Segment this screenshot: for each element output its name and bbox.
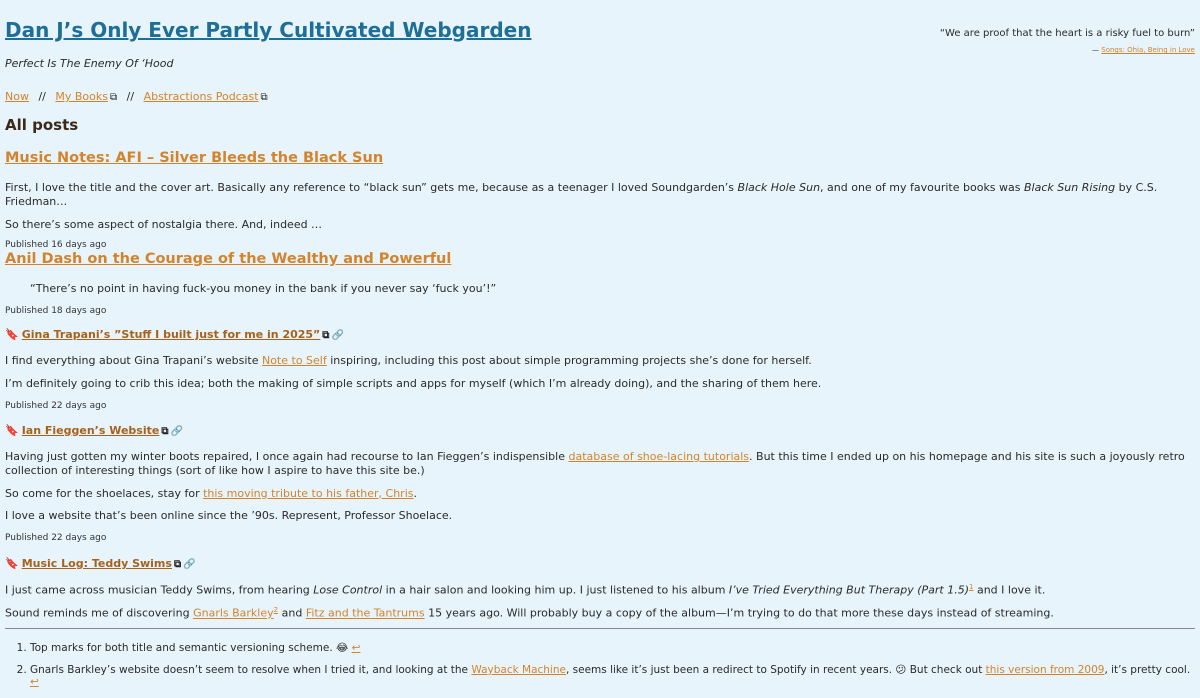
site-title-link[interactable]: Dan J’s Only Ever Partly Cultivated Webgarden bbox=[5, 18, 532, 42]
nav-now[interactable]: Now bbox=[5, 90, 29, 103]
post-paragraph bbox=[5, 487, 1195, 501]
shoe-lacing-link[interactable]: database of shoe-lacing tutorials bbox=[568, 450, 750, 463]
post-text: . bbox=[413, 486, 417, 500]
site-title bbox=[5, 18, 531, 42]
fitz-tantrums-link[interactable]: Fitz and the Tantrums bbox=[305, 607, 425, 621]
note-to-self-link[interactable]: Note to Self bbox=[261, 354, 327, 367]
post-published-date: Published 22 days ago bbox=[5, 533, 107, 543]
post-published-date: Published 18 days ago bbox=[5, 305, 107, 316]
post bbox=[5, 328, 1195, 411]
link-icon[interactable]: 🔗 bbox=[183, 559, 196, 570]
post-title bbox=[5, 150, 1195, 166]
post-paragraph bbox=[5, 181, 1195, 209]
post-paragraph bbox=[5, 354, 1195, 368]
quote-text: “We are proof that the heart is a risky fuel to burn” bbox=[939, 28, 1195, 39]
gnarls-barkley-link[interactable]: Gnarls Barkley bbox=[193, 607, 274, 621]
note-title bbox=[5, 424, 1195, 437]
post-paragraph: So there’s some aspect of nostalgia there. And, indeed … bbox=[5, 217, 323, 231]
external-link-icon: ⧉ bbox=[110, 92, 118, 103]
post-text: by C.S. Friedman… bbox=[5, 181, 1158, 208]
post bbox=[5, 424, 1195, 543]
version-2009-link[interactable]: this version from 2009 bbox=[985, 664, 1105, 676]
nav-my-books[interactable]: My Books bbox=[55, 90, 108, 103]
post-text: inspiring, including this post about simple programming projects she’s done for herself. bbox=[326, 354, 812, 367]
post-text: First, I love the title and the cover art. Basically any reference to “black sun” gets me, because as a teenager I loved Soundgarden’s bbox=[5, 181, 738, 194]
footnote-item bbox=[30, 664, 1195, 688]
post bbox=[5, 557, 1195, 621]
nav-separator: // bbox=[126, 90, 135, 103]
footnote-text: , seems like it’s just been a redirect to Spotify in recent years. 😕 But check out bbox=[565, 664, 986, 676]
quote-cite-prefix: — bbox=[1092, 46, 1102, 54]
bookmark-pin-icon: 🔖 bbox=[5, 328, 19, 341]
post-title bbox=[5, 251, 1195, 267]
external-link-icon: ⧉ bbox=[260, 92, 268, 103]
post-paragraph bbox=[5, 606, 1195, 620]
post bbox=[5, 251, 1195, 316]
tribute-link[interactable]: this moving tribute to his father, Chris bbox=[203, 486, 414, 500]
post-text: , and one of my favourite books was bbox=[820, 181, 1025, 194]
note-title bbox=[5, 328, 1195, 341]
post-text: 15 years ago. Will probably buy a copy of the album—I’m trying to do that more these days instead of streaming. bbox=[424, 607, 1054, 621]
post-paragraph bbox=[5, 583, 1195, 597]
footnote-item bbox=[30, 642, 1195, 654]
post-blockquote: “There’s no point in having fuck-you money in the bank if you never say ‘fuck you’!” bbox=[30, 282, 497, 295]
post-text: in a hair salon and looking him up. I just listened to his album bbox=[382, 583, 729, 597]
post-published-date: Published 16 days ago bbox=[5, 240, 107, 251]
nav-separator: // bbox=[38, 90, 46, 103]
footnote-back-link[interactable]: ↩ bbox=[30, 676, 39, 688]
quote-cite-link[interactable]: Songs: Ohia, Being in Love bbox=[1101, 46, 1195, 54]
post-emphasis: Black Hole Sun bbox=[737, 181, 821, 194]
post-paragraph: I love a website that’s been online since the ’90s. Represent, Professor Shoelace. bbox=[5, 509, 453, 523]
post-title-link[interactable]: Music Notes: AFI – Silver Bleeds the Black Sun bbox=[5, 150, 384, 166]
footnotes-divider bbox=[5, 628, 1195, 629]
header-quote bbox=[715, 28, 1195, 54]
external-link-icon: ⧉ bbox=[173, 559, 182, 570]
post-text: and I love it. bbox=[973, 583, 1046, 597]
post-text: Having just gotten my winter boots repaired, I once again had recourse to Ian Fieggen’s indispensible bbox=[5, 450, 569, 463]
footnotes bbox=[5, 642, 1195, 698]
post-emphasis: Black Sun Rising bbox=[1024, 181, 1116, 194]
wayback-machine-link[interactable]: Wayback Machine bbox=[471, 664, 566, 676]
post-text: I just came across musician Teddy Swims, from hearing bbox=[5, 583, 314, 597]
external-link-icon: ⧉ bbox=[322, 330, 330, 341]
note-title-link[interactable]: Ian Fieggen’s Website bbox=[21, 424, 160, 437]
post-text: Sound reminds me of discovering bbox=[5, 607, 194, 621]
site-nav bbox=[5, 90, 268, 103]
post bbox=[5, 150, 1195, 250]
link-icon[interactable]: 🔗 bbox=[331, 330, 344, 341]
footnote-ref-1[interactable]: 1 bbox=[969, 583, 974, 591]
bookmark-pin-icon: 🔖 bbox=[5, 424, 19, 437]
post-title-link[interactable]: Anil Dash on the Courage of the Wealthy and Powerful bbox=[5, 251, 452, 267]
note-title-link[interactable]: Music Log: Teddy Swims bbox=[21, 557, 172, 570]
nav-abstractions-podcast[interactable]: Abstractions Podcast bbox=[143, 90, 259, 103]
post-emphasis: Lose Control bbox=[313, 583, 383, 597]
bookmark-pin-icon: 🔖 bbox=[5, 557, 19, 570]
post-paragraph: I’m definitely going to crib this idea; both the making of simple scripts and apps for myself (which I’m already doing), and the sharing of them here. bbox=[5, 376, 822, 390]
post-paragraph bbox=[5, 450, 1195, 478]
post-text: and bbox=[278, 607, 306, 621]
footnote-text: Top marks for both title and semantic versioning scheme. 😂 bbox=[30, 642, 352, 654]
note-title-link[interactable]: Gina Trapani’s ”Stuff I built just for me in 2025” bbox=[21, 328, 321, 341]
footnote-text: Gnarls Barkley’s website doesn’t seem to resolve when I tried it, and looking at the bbox=[30, 664, 472, 676]
post-text: I find everything about Gina Trapani’s website bbox=[5, 354, 262, 367]
footnote-back-link[interactable]: ↩ bbox=[351, 642, 361, 654]
note-title bbox=[5, 557, 1195, 570]
footnote-ref-2[interactable]: 2 bbox=[273, 606, 279, 615]
footnote-text: , it’s pretty cool. bbox=[1104, 664, 1191, 676]
post-published-date: Published 22 days ago bbox=[5, 400, 107, 411]
page-title: All posts bbox=[5, 116, 79, 134]
post-emphasis: I’ve Tried Everything But Therapy (Part 1.5) bbox=[728, 583, 969, 597]
post-text: . But this time I ended up on his homepage and his site is such a joyously retro collection of interesting things (sort of like how I aspire to have this site be.) bbox=[5, 450, 1185, 477]
site-tagline: Perfect Is The Enemy Of ‘Hood bbox=[5, 57, 174, 70]
link-icon[interactable]: 🔗 bbox=[170, 426, 183, 437]
quote-cite bbox=[715, 46, 1195, 54]
post-text: So come for the shoelaces, stay for bbox=[5, 486, 204, 500]
external-link-icon: ⧉ bbox=[161, 426, 169, 437]
